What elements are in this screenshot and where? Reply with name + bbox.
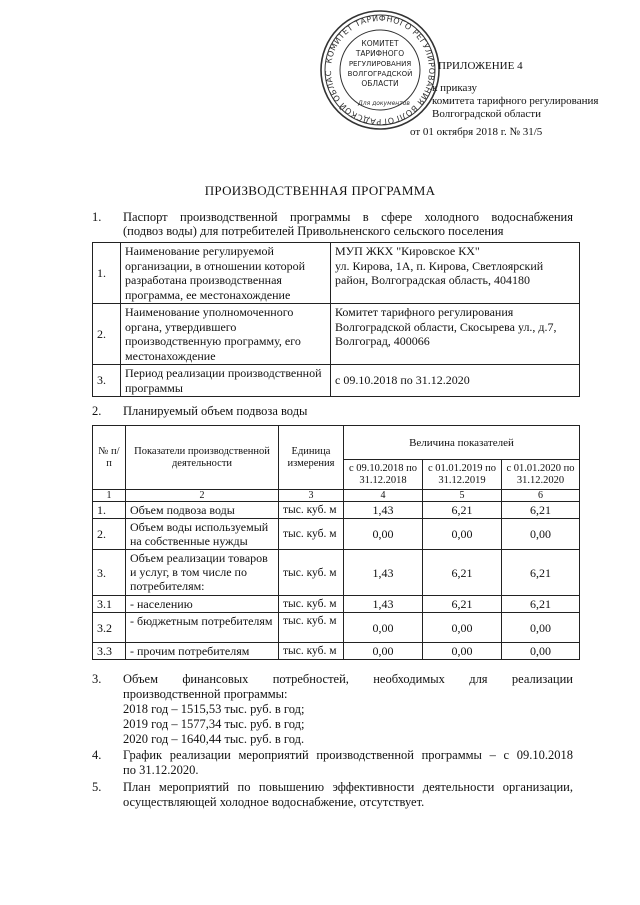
- column-number: 6: [502, 490, 580, 502]
- header-period: с 09.10.2018 по 31.12.2018: [344, 460, 423, 490]
- row-name: - прочим потребителям: [126, 643, 279, 660]
- finance-year: 2018 год – 1515,53 тыс. руб. в год;: [123, 702, 305, 716]
- table-row: [93, 613, 580, 643]
- value-line: Комитет тарифного регулирования: [335, 305, 514, 319]
- row-value: 6,21: [423, 596, 502, 613]
- row-unit: тыс. куб. м: [279, 502, 344, 519]
- svg-text:ВОЛГОГРАДСКОЙ: ВОЛГОГРАДСКОЙ: [347, 70, 413, 78]
- header-unit: Единица измерения: [279, 426, 344, 490]
- section-text: Планируемый объем подвоза воды: [123, 404, 308, 418]
- table-row: [93, 304, 580, 365]
- section-number: 4.: [92, 748, 102, 762]
- row-value: 6,21: [423, 502, 502, 519]
- appendix-line: Волгоградской области: [432, 108, 541, 120]
- svg-text:КОМИТЕТ: КОМИТЕТ: [361, 39, 399, 48]
- row-num: 3.3: [93, 643, 126, 660]
- value-line: МУП ЖКХ "Кировское КХ": [335, 244, 480, 258]
- section-text: по 31.12.2020.: [123, 763, 199, 777]
- row-name: Объем воды используемый на собственные нужды: [126, 519, 279, 550]
- row-value: 1,43: [344, 596, 423, 613]
- section-text: производственной программы:: [123, 687, 288, 701]
- header-value-group: Величина показателей: [344, 426, 580, 460]
- column-number: 2: [126, 490, 279, 502]
- section-text: Объем финансовых потребностей, необходимых для реализации: [123, 672, 573, 686]
- table-cell: 2.: [93, 304, 121, 365]
- section-number: 2.: [92, 404, 102, 418]
- header-period: с 01.01.2019 по 31.12.2019: [423, 460, 502, 490]
- appendix-line: комитета тарифного регулирования: [432, 95, 599, 107]
- appendix-date: от 01 октября 2018 г. № 31/5: [410, 126, 543, 138]
- appendix-line: к приказу: [432, 82, 478, 94]
- table-cell: [331, 365, 580, 397]
- header-indicator: Показатели производственной деятельности: [126, 426, 279, 490]
- value-line: с 09.10.2018 по 31.12.2020: [335, 373, 470, 388]
- row-name: Объем подвоза воды: [126, 502, 279, 519]
- finance-year: 2019 год – 1577,34 тыс. руб. в год;: [123, 717, 305, 731]
- finance-year: 2020 год – 1640,44 тыс. руб. в год.: [123, 732, 305, 746]
- row-value: 0,00: [344, 643, 423, 660]
- row-unit: тыс. куб. м: [279, 596, 344, 613]
- header-period: с 01.01.2020 по 31.12.2020: [502, 460, 580, 490]
- svg-text:КОМИТЕТ ТАРИФНОГО РЕГУЛИРОВАНИ: КОМИТЕТ ТАРИФНОГО РЕГУЛИРОВАНИЯ ВОЛГОГРАДСКОЙ ОБЛАС: [323, 13, 437, 127]
- table-row: [93, 519, 580, 550]
- row-num: 3.: [93, 550, 126, 596]
- row-num: 1.: [93, 502, 126, 519]
- row-num: 3.2: [93, 613, 126, 643]
- svg-text:ОБЛАСТИ: ОБЛАСТИ: [361, 79, 399, 88]
- table-cell: Наименование регулируемой организации, в отношении которой разработана производственная программа, ее местонахождение: [121, 243, 331, 304]
- row-num: 2.: [93, 519, 126, 550]
- table-cell: Наименование уполномоченного органа, утвердившего производственную программу, его местонахождение: [121, 304, 331, 365]
- row-value: 1,43: [344, 502, 423, 519]
- table-row: [93, 502, 580, 519]
- section-text: План мероприятий по повышению эффективности деятельности организации,: [123, 780, 573, 794]
- row-value: 6,21: [502, 550, 580, 596]
- section-text: (подвоз воды) для потребителей Привольненского сельского поселения: [123, 224, 504, 238]
- svg-text:ТАРИФНОГО: ТАРИФНОГО: [355, 49, 405, 58]
- row-num: 3.1: [93, 596, 126, 613]
- row-value: 1,43: [344, 550, 423, 596]
- row-unit: тыс. куб. м: [279, 613, 344, 643]
- section-number: 5.: [92, 780, 102, 794]
- table-cell: [331, 243, 580, 304]
- row-unit: тыс. куб. м: [279, 519, 344, 550]
- document-title: ПРОИЗВОДСТВЕННАЯ ПРОГРАММА: [204, 183, 436, 198]
- row-unit: тыс. куб. м: [279, 550, 344, 596]
- row-value: 0,00: [423, 519, 502, 550]
- row-value: 0,00: [502, 643, 580, 660]
- row-value: 0,00: [502, 519, 580, 550]
- value-line: Волгоградской области, Скосырева ул., д.7, Волгоград, 400066: [335, 319, 557, 348]
- row-name: - бюджетным потребителям: [126, 613, 279, 643]
- header-num: № п/п: [93, 426, 126, 490]
- column-number: 3: [279, 490, 344, 502]
- table-row: [93, 365, 580, 397]
- appendix-line: ПРИЛОЖЕНИЕ 4: [438, 60, 523, 72]
- row-value: 0,00: [423, 643, 502, 660]
- row-name: - населению: [126, 596, 279, 613]
- column-number: 4: [344, 490, 423, 502]
- table-cell: 1.: [93, 243, 121, 304]
- section-text: График реализации мероприятий производственной программы – с 09.10.2018: [123, 748, 573, 762]
- column-number-row: [93, 490, 580, 502]
- volume-table: [92, 425, 580, 660]
- table-cell: Период реализации производственной программы: [121, 365, 331, 397]
- row-value: 0,00: [344, 519, 423, 550]
- stamp-seal-icon: [318, 8, 442, 132]
- column-number: 1: [93, 490, 126, 502]
- table-row: [93, 643, 580, 660]
- row-name: Объем реализации товаров и услуг, в том числе по потребителям:: [126, 550, 279, 596]
- value-line: ул. Кирова, 1А, п. Кирова, Светлоярский район, Волгоградская область, 404180: [335, 258, 544, 287]
- section-text: осуществляющей холодное водоснабжение, отсутствует.: [123, 795, 425, 809]
- row-value: 0,00: [344, 613, 423, 643]
- table-header-row: [93, 426, 580, 460]
- svg-text:РЕГУЛИРОВАНИЯ: РЕГУЛИРОВАНИЯ: [348, 60, 412, 68]
- table-row: [93, 243, 580, 304]
- section-number: 1.: [92, 210, 102, 224]
- table-cell: 3.: [93, 365, 121, 397]
- passport-table: [92, 242, 580, 397]
- table-cell: [331, 304, 580, 365]
- column-number: 5: [423, 490, 502, 502]
- row-value: 6,21: [423, 550, 502, 596]
- row-value: 0,00: [502, 613, 580, 643]
- row-value: 6,21: [502, 502, 580, 519]
- table-row: [93, 596, 580, 613]
- table-row: [93, 550, 580, 596]
- row-value: 0,00: [423, 613, 502, 643]
- section-number: 3.: [92, 672, 102, 686]
- official-stamp: [318, 8, 442, 132]
- svg-text:Для документов: Для документов: [358, 100, 410, 107]
- section-text: Паспорт производственной программы в сфере холодного водоснабжения: [123, 210, 573, 224]
- row-value: 6,21: [502, 596, 580, 613]
- row-unit: тыс. куб. м: [279, 643, 344, 660]
